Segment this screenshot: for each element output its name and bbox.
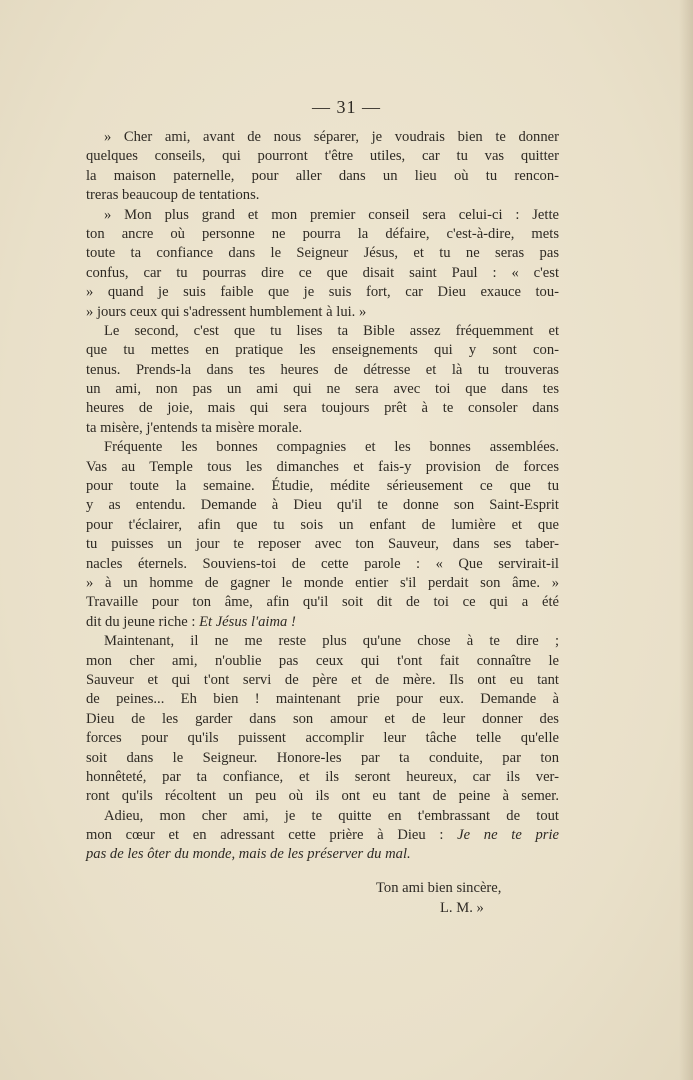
- italic-prayer: Je ne te prie: [457, 827, 560, 844]
- text-line: » Cher ami, avant de nous séparer, je voudrais bien te donner: [104, 129, 559, 145]
- text-line: mon cher ami, n'oublie pas ceux qui t'ont fait connaître le: [86, 652, 559, 669]
- text-line: Sauveur et qui t'ont servi de père et de mère. Ils ont eu tant: [86, 671, 559, 688]
- letter-body: [86, 128, 559, 865]
- page-number: — 31 —: [312, 97, 381, 117]
- text-line: Adieu, mon cher ami, je te quitte en t'embrassant de tout: [104, 807, 559, 824]
- text-line: Le second, c'est que tu lises ta Bible assez fréquemment et: [104, 322, 559, 339]
- text-line: confus, car tu pourras dire ce que disait saint Paul : « c'est: [86, 264, 559, 281]
- text-line: que tu mettes en pratique les enseignements qui y sont con-: [86, 342, 559, 359]
- signature: L. M. »: [440, 900, 484, 916]
- closing-salutation: Ton ami bien sincère,: [376, 880, 502, 896]
- text-line: Fréquente les bonnes compagnies et les bonnes assemblées.: [104, 439, 559, 456]
- text-segment: dit du jeune riche :: [86, 613, 196, 630]
- page-edge-shadow: [679, 0, 693, 1080]
- text-line: pour toute la semaine. Étudie, médite sérieusement ce que tu: [86, 478, 559, 495]
- text-line: y as entendu. Demande à Dieu qu'il te donne son Saint-Esprit: [86, 497, 559, 514]
- text-line: heures de joie, mais qui sera toujours prêt à te consoler dans: [86, 400, 559, 417]
- text-line: quelques conseils, qui pourront t'être utiles, car tu vas quitter: [86, 148, 559, 165]
- text-line-with-italic: [86, 613, 559, 632]
- text-line: ta misère, j'entends ta misère morale.: [86, 419, 303, 436]
- text-line: ront qu'ils récoltent un peu où ils ont eu tant de peine à semer.: [86, 788, 559, 805]
- text-line: » jours ceux qui s'adressent humblement à lui. »: [86, 303, 367, 320]
- text-line: tenus. Prends-la dans tes heures de détresse et là tu trouveras: [86, 361, 559, 378]
- text-line: soit dans le Seigneur. Honore-les par ta conduite, par ton: [86, 749, 559, 766]
- text-line: ton ancre où personne ne pourra la défaire, c'est-à-dire, mets: [86, 225, 559, 242]
- text-line: » quand je suis faible que je suis fort, car Dieu exauce tou-: [86, 284, 559, 301]
- italic-quote: Et Jésus l'aima !: [199, 613, 296, 630]
- text-line: nacles éternels. Souviens-toi de cette parole : « Que servirait-il: [86, 555, 559, 572]
- text-line: pour t'éclairer, afin que tu sois un enfant de lumière et que: [86, 516, 559, 533]
- text-line: de peines... Eh bien ! maintenant prie pour eux. Demande à: [86, 691, 559, 708]
- italic-prayer-line: pas de les ôter du monde, mais de les préserver du mal.: [86, 846, 411, 863]
- text-line-with-italic: [86, 826, 559, 845]
- text-segment: mon cœur et en adressant cette prière à Dieu :: [86, 827, 444, 844]
- text-line: Dieu de les garder dans son amour et de leur donner des: [86, 710, 559, 727]
- text-line: honnêteté, par ta confiance, et ils seront heureux, car ils ver-: [86, 768, 559, 785]
- text-line: la maison paternelle, pour aller dans un lieu où tu rencon-: [86, 167, 559, 184]
- text-line: » à un homme de gagner le monde entier s'il perdait son âme. »: [86, 574, 559, 591]
- text-line: Vas au Temple tous les dimanches et fais-y provision de forces: [86, 458, 559, 475]
- text-line: toute ta confiance dans le Seigneur Jésus, et tu ne seras pas: [86, 245, 559, 262]
- text-line: forces pour qu'ils puissent accomplir leur tâche telle qu'elle: [86, 730, 559, 747]
- text-line: Travaille pour ton âme, afin qu'il soit dit de toi ce qui a été: [86, 594, 559, 611]
- text-line: » Mon plus grand et mon premier conseil sera celui-ci : Jette: [104, 206, 559, 223]
- text-line: Maintenant, il ne me reste plus qu'une chose à te dire ;: [104, 633, 559, 650]
- text-line: tu puisses un jour te reposer avec ton Sauveur, dans ses taber-: [86, 536, 559, 553]
- text-line: treras beaucoup de tentations.: [86, 187, 260, 204]
- text-line: un ami, non pas un ami qui ne sera avec toi que dans tes: [86, 381, 559, 398]
